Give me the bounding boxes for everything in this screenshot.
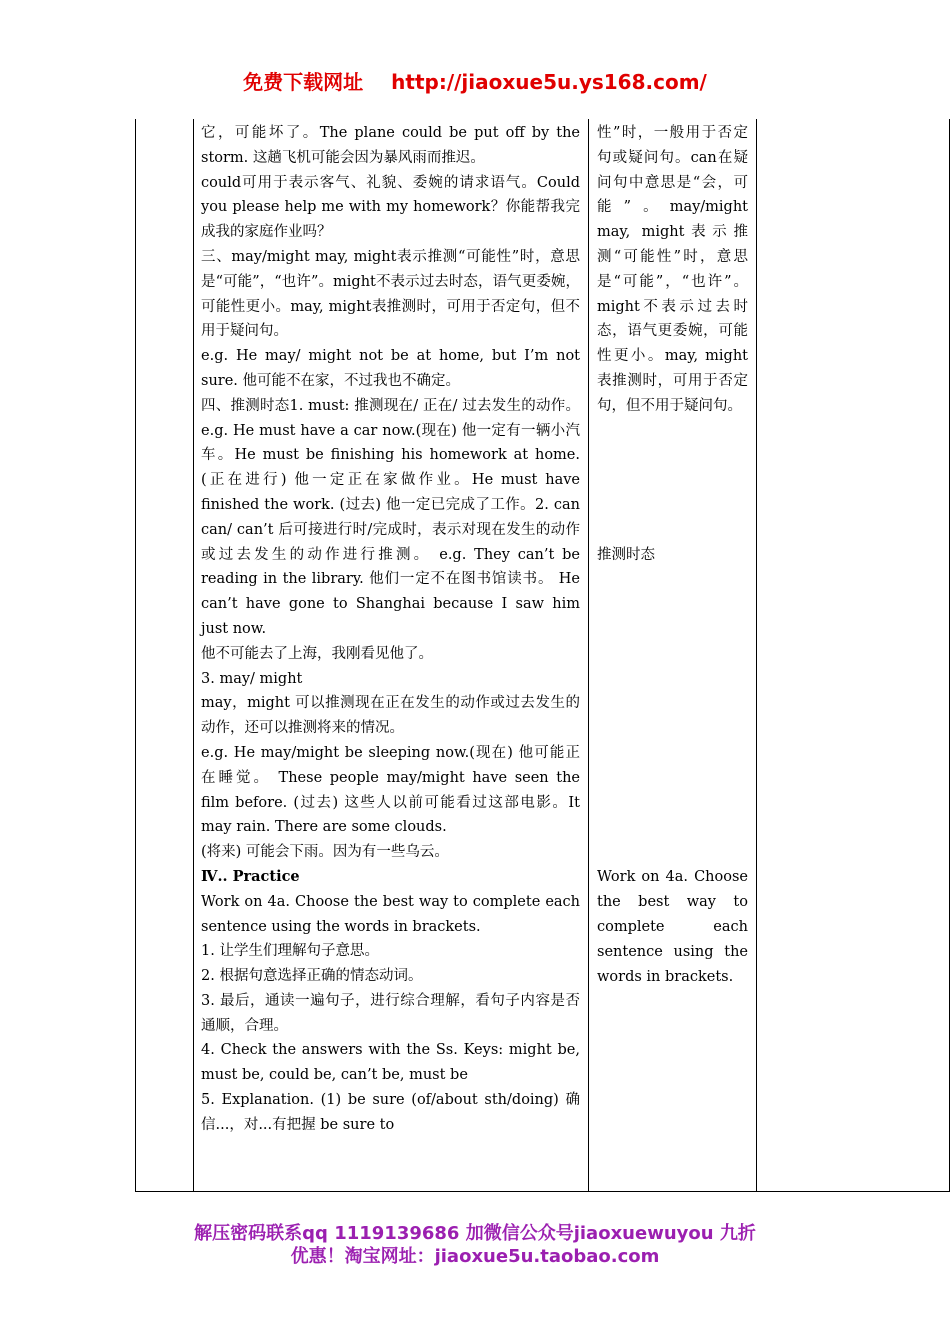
table-divider-3 (756, 119, 757, 1192)
content-paragraph: 3. 最后，通读一遍句子，进行综合理解，看句子内容是否通顺，合理。 (201, 992, 580, 1034)
footer-line-1: 解压密码联系qq 1119139686 加微信公众号jiaoxuewuyou 九折 (194, 1223, 756, 1244)
header-url-link[interactable]: http://jiaoxue5u.ys168.com/ (391, 70, 707, 94)
content-paragraph: 3. may/ might (201, 670, 303, 687)
table-divider-1 (193, 119, 194, 1192)
content-paragraph: Work on 4a. Choose the best way to complete each sentence using the words in brackets. (201, 893, 580, 935)
practice-heading: Ⅳ.. Practice (201, 867, 300, 885)
notes-cell (597, 121, 748, 989)
content-paragraph: could可用于表示客气、礼貌、委婉的请求语气。Could you please help me with my homework？你能帮我完成我的家庭作业吗？ (201, 174, 580, 241)
header-label: 免费下载网址 (243, 70, 364, 94)
content-paragraph: 4. Check the answers with the Ss. Keys: might be, must be, could be, can’t be, must be (201, 1042, 580, 1084)
note-paragraph: 推测时态 (597, 546, 655, 563)
content-paragraph: 四、推测时态1. must: 推测现在/ 正在/ 过去发生的动作。e.g. He must have a car now.(现在) 他一定有一辆小汽车。He must be finishing his homework at home. (正在进行) 他一定正在家做作业。He must have finished the work. (过去) 他一定已完成了工作。2. can can/ can’t 后可接进行时/完成时，表示对现在发生的动作或过去发生的动作进行推测。 e.g. They can’t be reading in the library. 他们一定不在图书馆读书。 He can’t have gone to Shanghai because I saw him just now. (201, 397, 580, 637)
note-paragraph: Work on 4a. Choose the best way to complete each sentence using the words in brackets. (597, 869, 748, 985)
table-border-bottom (135, 1191, 950, 1192)
content-paragraph: 2. 根据句意选择正确的情态动词。 (201, 968, 423, 985)
table-border-left (135, 119, 136, 1192)
page-header (0, 66, 950, 95)
content-paragraph: e.g. He may/might be sleeping now.(现在) 他可能正在睡觉。 These people may/might have seen the film before. (过去) 这些人以前可能看过这部电影。It may rain. There are some clouds. (201, 744, 580, 836)
content-paragraph: 它，可能坏了。The plane could be put off by the storm. 这趟飞机可能会因为暴风雨而推迟。 (201, 125, 580, 166)
footer-line-2: 优惠！淘宝网址：jiaoxue5u.taobao.com (290, 1246, 660, 1267)
content-paragraph: e.g. He may/ might not be at home, but I’m not sure. 他可能不在家，不过我也不确定。 (201, 348, 580, 389)
content-paragraph: 他不可能去了上海，我刚看见他了。 (201, 645, 433, 662)
content-paragraph: may，might 可以推测现在正在发生的动作或过去发生的动作，还可以推测将来的情况。 (201, 695, 580, 737)
note-paragraph: 性”时，一般用于否定句或疑问句。can在疑问句中意思是“会，可能”。may/might may, might表示推测“可能性”时，意思是“可能”，“也许”。might不表示过去时态，语气更委婉，可能性更小。may, might表推测时，可用于否定句，但不用于疑问句。 (597, 125, 748, 414)
content-paragraph: (将来) 可能会下雨。因为有一些乌云。 (201, 844, 449, 861)
content-paragraph: 1. 让学生们理解句子意思。 (201, 943, 379, 960)
lesson-table (135, 119, 950, 1192)
table-divider-2 (588, 119, 589, 1192)
content-paragraph: 5. Explanation. (1) be sure (of/about sth/doing) 确信...，对...有把握 be sure to (201, 1092, 580, 1133)
content-paragraph: 三、may/might may, might表示推测“可能性”时，意思是“可能”，“也许”。might不表示过去时态，语气更委婉，可能性更小。may, might表推测时，可用于否定句，但不用于疑问句。 (201, 248, 580, 340)
teaching-content-cell (201, 121, 580, 1138)
